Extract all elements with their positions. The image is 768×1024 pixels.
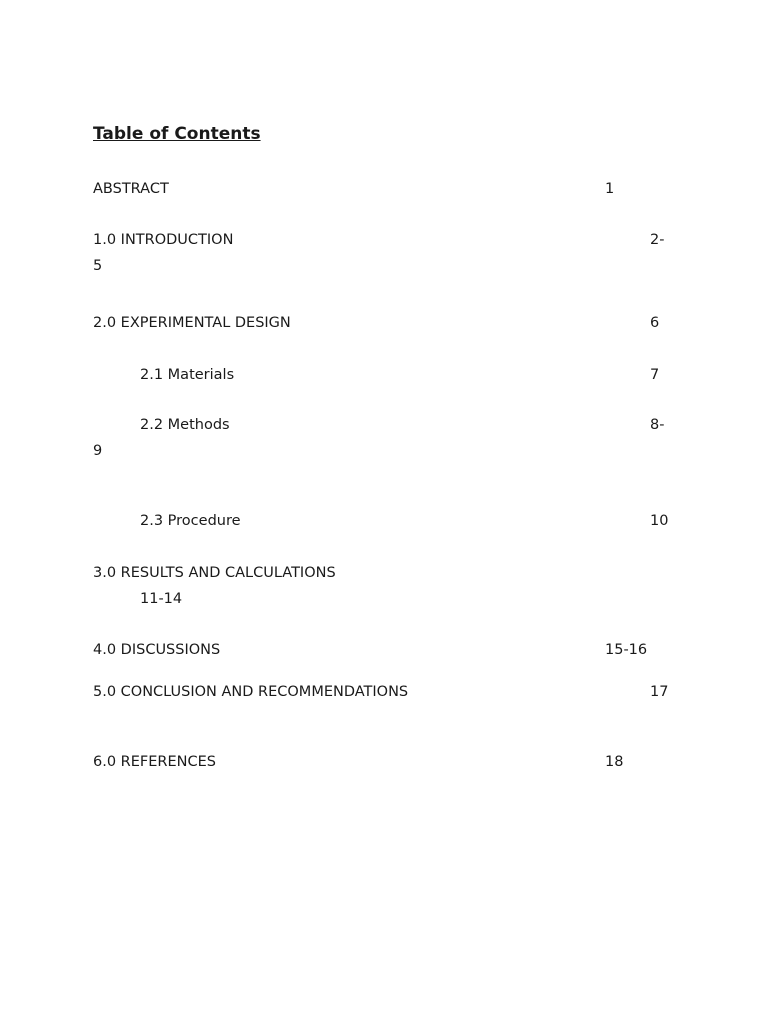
toc-entry-procedure-label: 2.3 Procedure xyxy=(140,513,241,529)
toc-entry-introduction-page: 2- xyxy=(650,232,665,248)
toc-entry-procedure-page: 10 xyxy=(650,513,669,529)
toc-entry-experimental-design-label: 2.0 EXPERIMENTAL DESIGN xyxy=(93,315,291,331)
toc-title: Table of Contents xyxy=(93,124,261,144)
toc-entry-conclusion-page: 17 xyxy=(650,684,669,700)
toc-entry-materials-label: 2.1 Materials xyxy=(140,367,235,383)
toc-entry-discussions-page: 15-16 xyxy=(605,642,648,658)
toc-entry-references-page: 18 xyxy=(605,754,624,770)
toc-entry-methods-label: 2.2 Methods xyxy=(140,417,230,433)
toc-entry-introduction-page-wrap: 5 xyxy=(93,258,103,274)
toc-entry-materials-page: 7 xyxy=(650,367,660,383)
toc-entry-results-page: 11-14 xyxy=(140,591,183,607)
toc-entry-discussions-label: 4.0 DISCUSSIONS xyxy=(93,642,221,658)
toc-entry-abstract-page: 1 xyxy=(605,181,615,197)
toc-entry-experimental-design-page: 6 xyxy=(650,315,660,331)
toc-entry-methods-page: 8- xyxy=(650,417,665,433)
toc-entry-methods-page-wrap: 9 xyxy=(93,443,103,459)
toc-entry-abstract-label: ABSTRACT xyxy=(93,181,169,197)
toc-entry-conclusion-label: 5.0 CONCLUSION AND RECOMMENDATIONS xyxy=(93,684,409,700)
toc-entry-references-label: 6.0 REFERENCES xyxy=(93,754,216,770)
toc-entry-results-label: 3.0 RESULTS AND CALCULATIONS xyxy=(93,565,336,581)
toc-entry-introduction-label: 1.0 INTRODUCTION xyxy=(93,232,234,248)
